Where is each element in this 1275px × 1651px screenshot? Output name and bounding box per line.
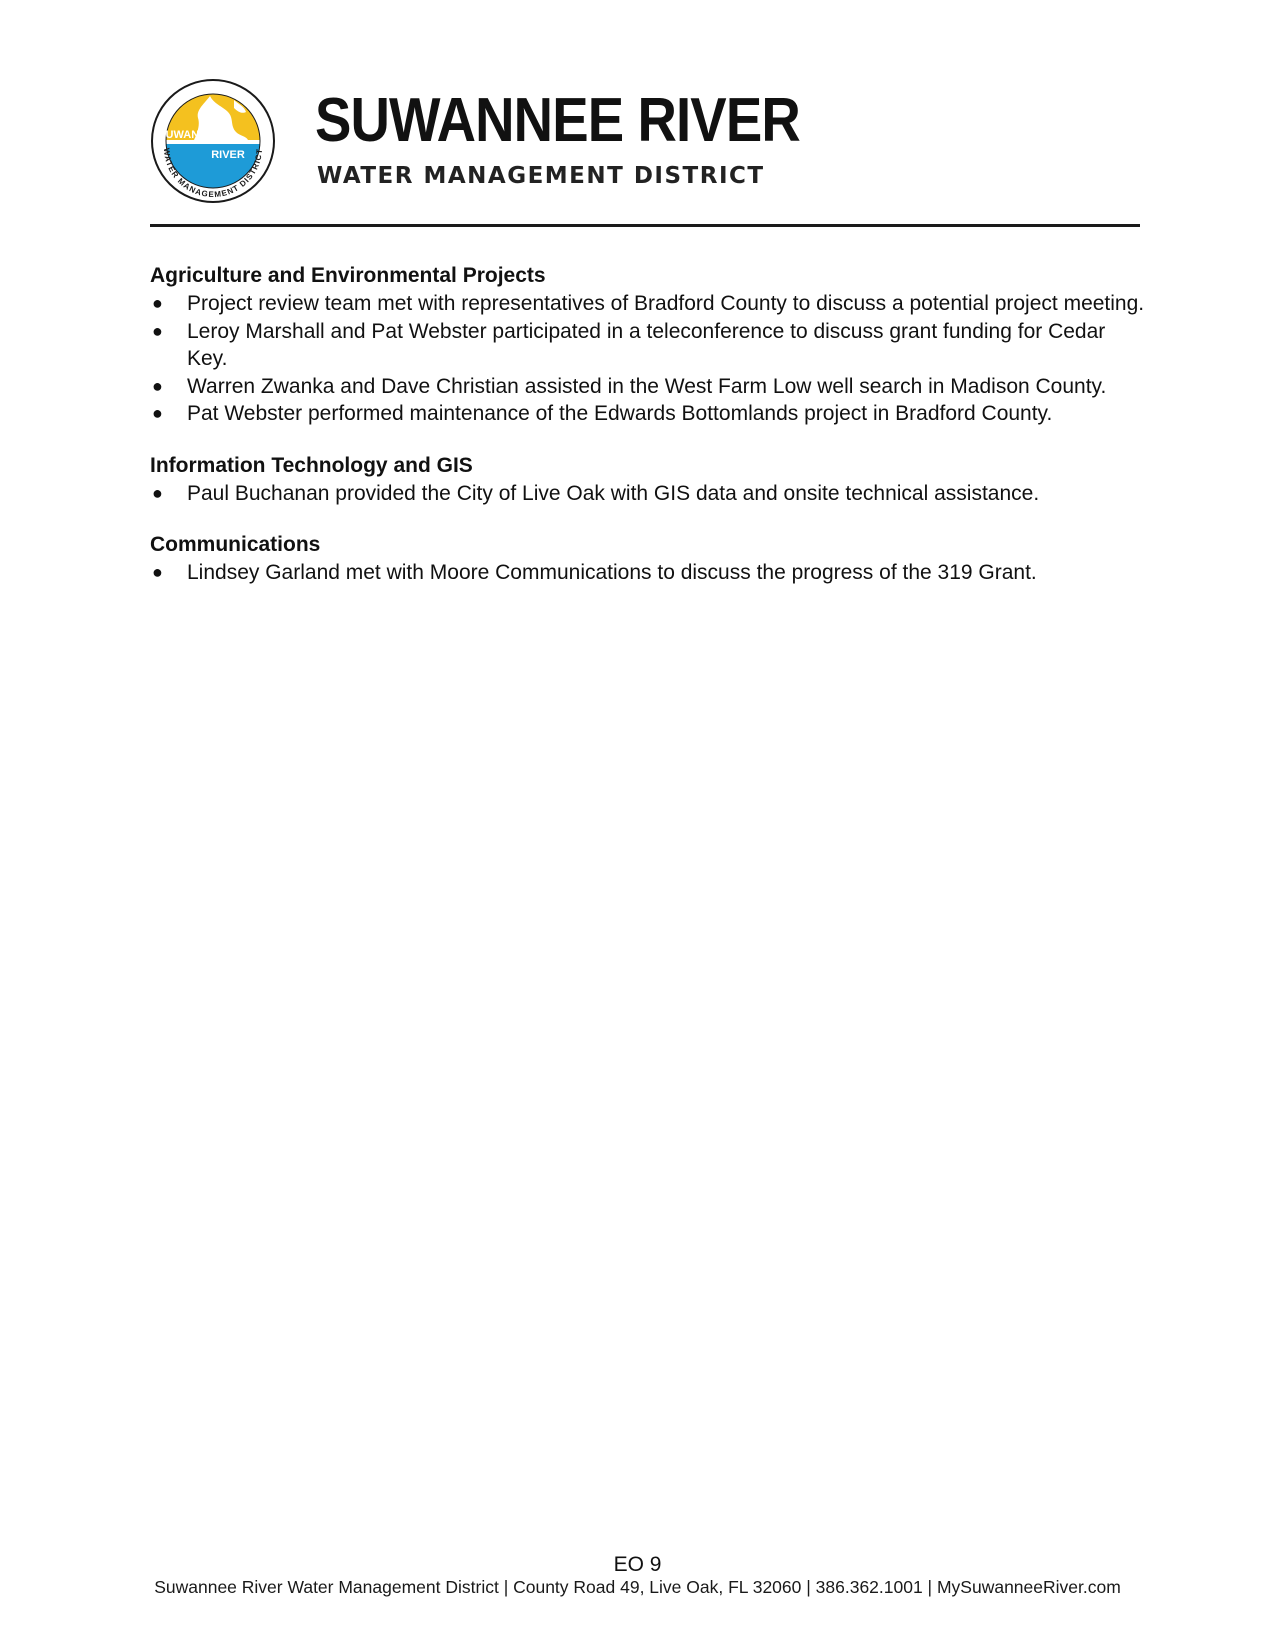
list-item-text: Paul Buchanan provided the City of Live Oak with GIS data and onsite technical assistance.	[187, 481, 1040, 505]
list-item	[150, 400, 1150, 428]
letterhead	[150, 78, 1140, 208]
bullet-icon: ●	[152, 482, 163, 503]
list-item	[150, 480, 1150, 508]
bullet-list	[150, 559, 1150, 587]
bullet-icon: ●	[152, 320, 163, 341]
section-heading: Information Technology and GIS	[150, 453, 473, 477]
list-item-text: Leroy Marshall and Pat Webster participated in a teleconference to discuss grant funding for Cedar Key.	[187, 319, 1106, 370]
bullet-list	[150, 290, 1150, 428]
list-item	[150, 559, 1150, 587]
logo-ring-text: WATER MANAGEMENT DISTRICT	[161, 147, 265, 200]
section-agriculture	[150, 262, 1150, 428]
list-item	[150, 373, 1150, 401]
list-item-text: Warren Zwanka and Dave Christian assisted in the West Farm Low well search in Madison County.	[187, 374, 1107, 398]
list-item	[150, 290, 1150, 318]
section-heading: Communications	[150, 533, 321, 556]
organization-title: SUWANNEE RIVER	[315, 86, 800, 155]
bullet-list	[150, 480, 1150, 508]
section-communications	[150, 531, 1150, 587]
list-item	[150, 318, 1150, 373]
bullet-icon: ●	[152, 562, 163, 582]
bullet-icon: ●	[152, 403, 163, 423]
footer-address: Suwannee River Water Management District | County Road 49, Live Oak, FL 32060 | 386.362.1001 | MySuwanneeRiver.com	[154, 1577, 1121, 1597]
list-item-text: Project review team met with representatives of Bradford County to discuss a potential project meeting.	[187, 292, 1145, 315]
report-body	[150, 262, 1150, 611]
page-number: EO 9	[613, 1553, 662, 1576]
organization-subtitle: WATER MANAGEMENT DISTRICT	[317, 163, 765, 189]
bullet-icon: ●	[152, 293, 163, 313]
bullet-icon: ●	[152, 375, 163, 396]
section-heading: Agriculture and Environmental Projects	[150, 264, 546, 287]
logo-text-mid: RIVER	[211, 149, 245, 161]
suwannee-river-logo-icon	[150, 78, 276, 204]
logo-text-top: SUWANNEE	[158, 129, 222, 141]
list-item-text: Lindsey Garland met with Moore Communications to discuss the progress of the 319 Grant.	[187, 561, 1037, 584]
section-it-gis	[150, 452, 1150, 508]
header-divider	[150, 224, 1140, 227]
list-item-text: Pat Webster performed maintenance of the Edwards Bottomlands project in Bradford County.	[187, 402, 1053, 425]
